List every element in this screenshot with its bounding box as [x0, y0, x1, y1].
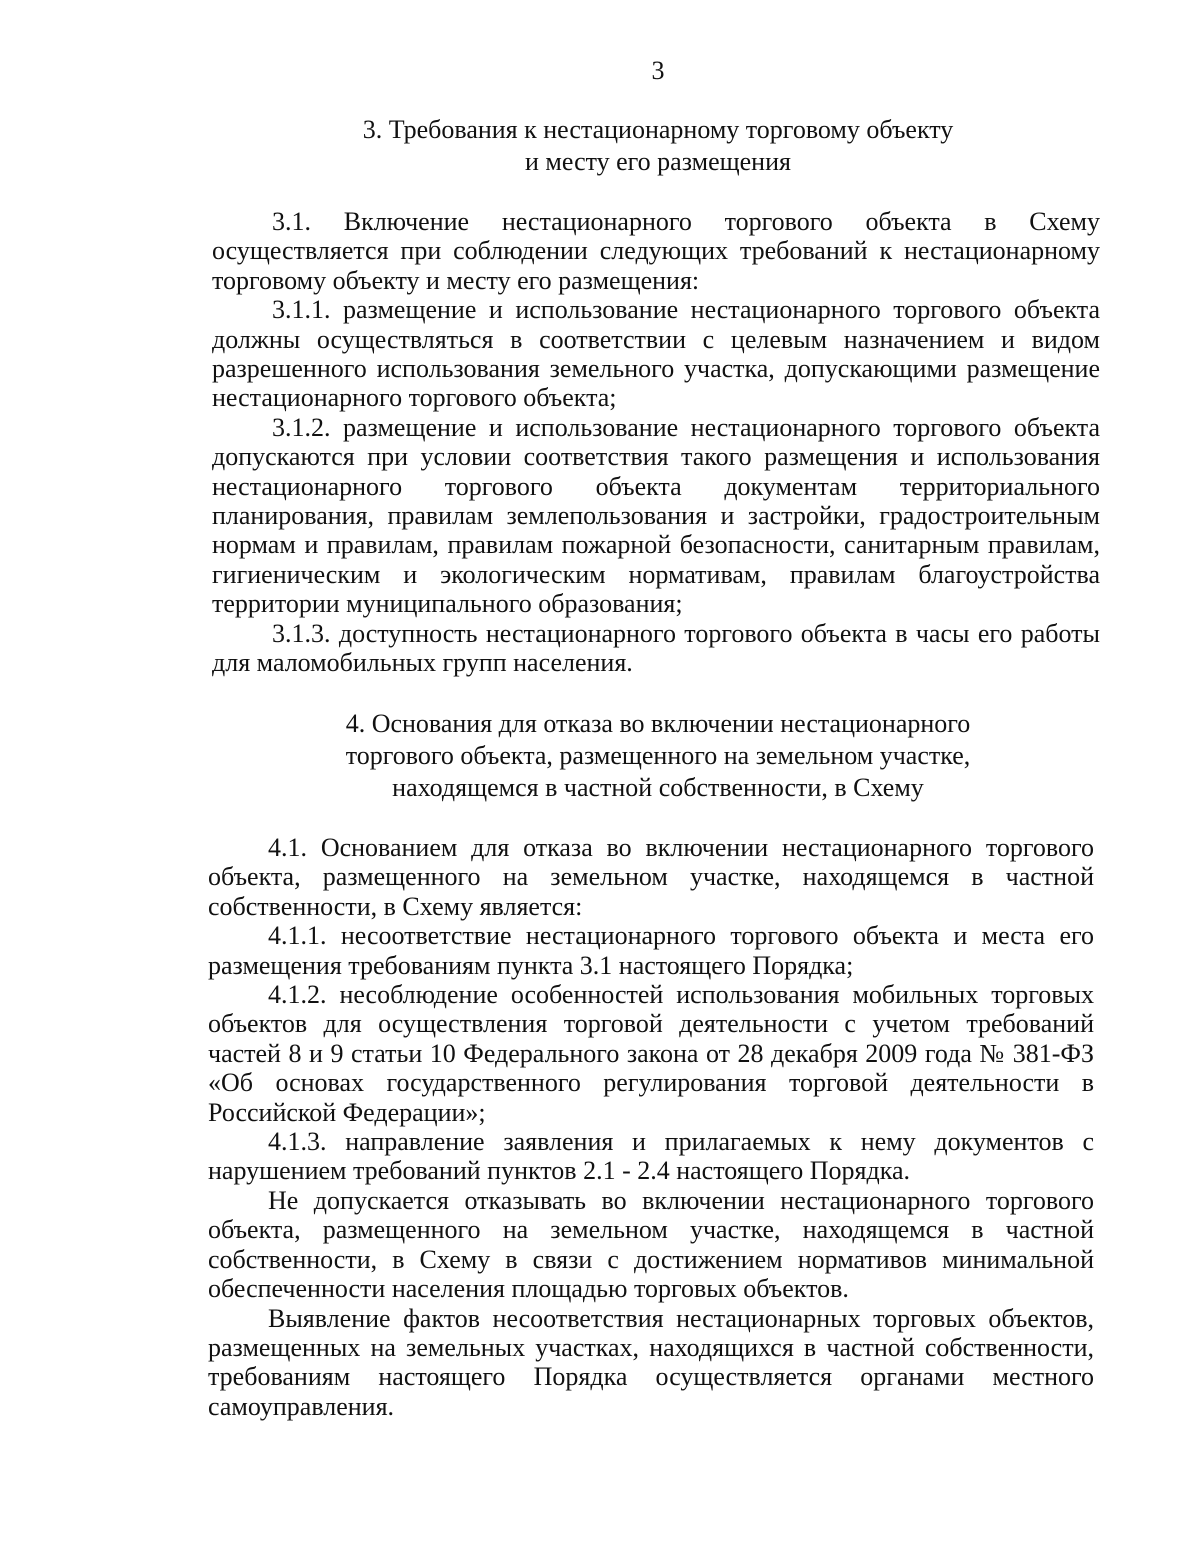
paragraph-3-1-3: 3.1.3. доступность нестационарного торгового объекта в часы его работы для маломобильных групп населения. [212, 618, 1100, 678]
section-4-heading-line: 4. Основания для отказа во включении нестационарного [345, 709, 971, 738]
paragraph-3-1-2: 3.1.2. размещение и использование нестационарного торгового объекта допускаются при условии соответствия такого размещения и использования нестационарного торгового объекта документам территориального планирования, правилам землепользования и застройки, градостроительным нормам и правилам, правилам пожарной безопасности, санитарным правилам, гигиеническим и экологическим нормативам, правилам благоустройства территории муниципального образования; [212, 412, 1100, 619]
paragraph-no-refusal: Не допускается отказывать во включении нестационарного торгового объекта, размещенного на земельном участке, находящемся в частной собственности, в Схему в связи с достижением нормативов минимальной обеспеченности населения площадью торговых объектов. [208, 1185, 1094, 1304]
section-4-heading-line: торгового объекта, размещенного на земельном участке, [345, 741, 971, 770]
page-number: 3 [651, 56, 665, 85]
paragraph-3-1: 3.1. Включение нестационарного торгового объекта в Схему осуществляется при соблюдении следующих требований к нестационарному торговому объекту и месту его размещения: [212, 207, 1100, 295]
paragraph-4-1: 4.1. Основанием для отказа во включении нестационарного торгового объекта, размещенного на земельном участке, находящемся в частной собственности, в Схему является: [208, 833, 1094, 921]
section-4-heading-line: находящемся в частной собственности, в Схему [392, 773, 924, 802]
paragraph-4-1-1: 4.1.1. несоответствие нестационарного торгового объекта и места его размещения требованиям пункта 3.1 настоящего Порядка; [208, 921, 1094, 980]
paragraph-3-1-1: 3.1.1. размещение и использование нестационарного торгового объекта должны осуществляться в соответствии с целевым назначением и видом разрешенного использования земельного участка, допускающими размещение нестационарного торгового объекта; [212, 295, 1100, 413]
section-3-heading-line: и месту его размещения [525, 147, 791, 176]
section-3-body [212, 207, 1100, 678]
paragraph-detection: Выявление фактов несоответствия нестационарных торговых объектов, размещенных на земельных участках, находящихся в частной собственности, требованиям настоящего Порядка осуществляется органами местного самоуправления. [208, 1303, 1094, 1421]
section-3-heading-line: 3. Требования к нестационарному торговому объекту [362, 115, 954, 144]
section-4-heading [0, 708, 1200, 804]
paragraph-4-1-2: 4.1.2. несоблюдение особенностей использования мобильных торговых объектов для осуществления торговой деятельности с учетом требований частей 8 и 9 статьи 10 Федерального закона от 28 декабря 2009 года № 381-ФЗ «Об основах государственного регулирования торговой деятельности в Российской Федерации»; [208, 980, 1094, 1127]
section-3-heading [0, 114, 1200, 178]
paragraph-4-1-3: 4.1.3. направление заявления и прилагаемых к нему документов с нарушением требований пунктов 2.1 - 2.4 настоящего Порядка. [208, 1127, 1094, 1186]
section-4-body [208, 833, 1094, 1421]
